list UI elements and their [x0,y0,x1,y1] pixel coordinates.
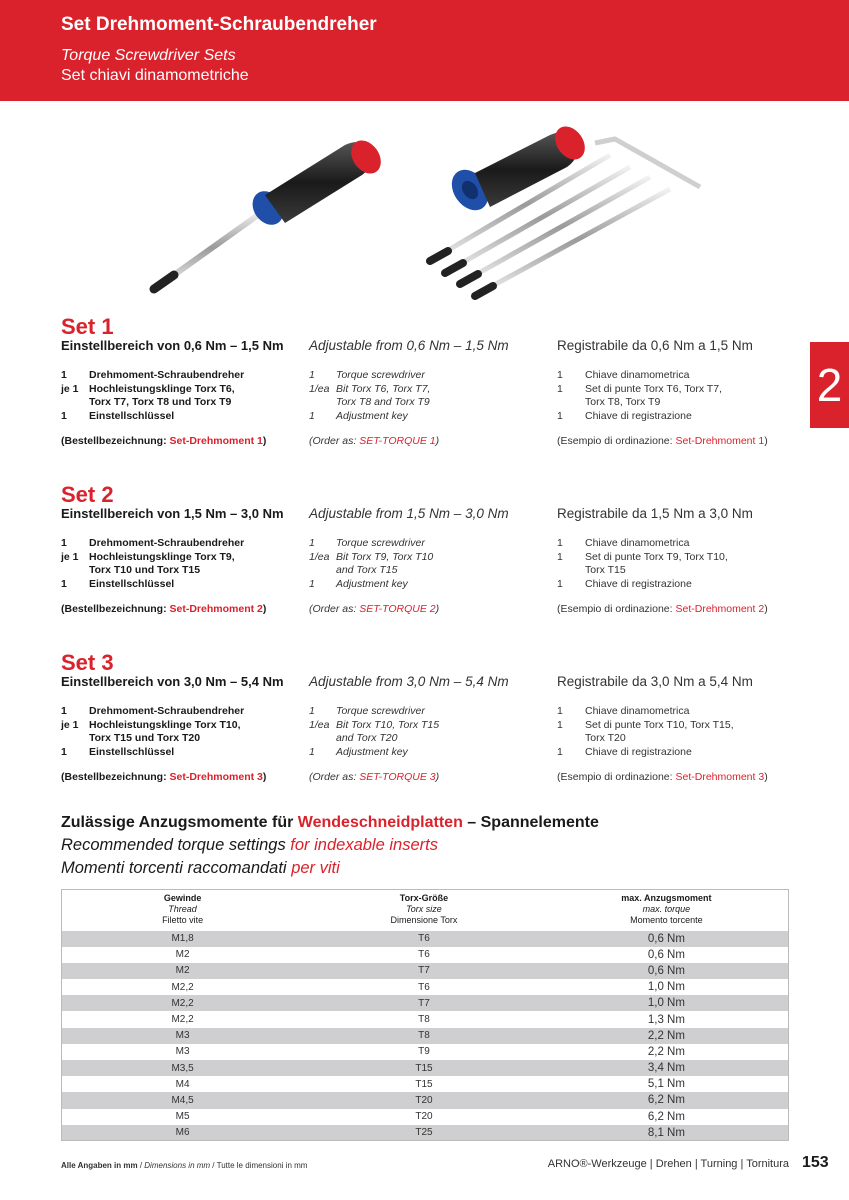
list-item: 1 Chiave di registrazione [557,577,692,590]
list-item: je 1 Hochleistungsklinge Torx T10, [61,718,241,731]
list-item: je 1 Hochleistungsklinge Torx T6, [61,382,235,395]
table-row: M3 T8 2,2 Nm [62,1028,789,1044]
items-it [557,537,728,591]
torque-section-title-en: Recommended torque settings for indexable inserts [61,836,438,854]
set-title: Set 1 [61,314,114,339]
set-block-1 [61,314,821,464]
column-header-torx-size: Torx-Größe Torx size Dimensione Torx [390,893,458,925]
list-item: 1 Chiave di registrazione [557,409,692,422]
order-code-en: (Order as: SET-TORQUE 1) [309,435,440,447]
items-de [61,537,244,591]
list-item: 1 Chiave dinamometrica [557,537,690,549]
order-code-it: (Esempio di ordinazione: Set-Drehmoment 1) [557,435,768,447]
set-title: Set 3 [61,650,114,675]
list-item: 1 Torque screwdriver [309,537,425,549]
range-en: Adjustable from 3,0 Nm – 5,4 Nm [309,674,509,689]
order-code-de: (Bestellbezeichnung: Set-Drehmoment 1) [61,435,267,447]
set-block-3 [61,650,821,800]
list-item: 1 Torque screwdriver [309,369,425,381]
table-row: M4 T15 5,1 Nm [175,1078,685,1091]
header-band [0,0,849,101]
table-row: M2,2 T6 1,0 Nm [171,981,685,994]
set-title: Set 2 [61,482,114,507]
page-subtitle-it: Set chiavi dinamometriche [61,67,249,84]
table-row: M2 T6 0,6 Nm [175,948,685,961]
range-de: Einstellbereich von 1,5 Nm – 3,0 Nm [61,506,284,521]
table-row: M2,2 T8 1,3 Nm [171,1013,685,1026]
range-de: Einstellbereich von 0,6 Nm – 1,5 Nm [61,338,284,353]
list-item-continued: Torx T15 und Torx T20 [89,732,201,745]
range-it: Registrabile da 3,0 Nm a 5,4 Nm [557,674,753,689]
list-item: 1 Chiave di registrazione [557,745,692,758]
list-item: 1 Adjustment key [309,409,408,422]
range-en: Adjustable from 1,5 Nm – 3,0 Nm [309,506,509,521]
list-item: 1 Einstellschlüssel [61,577,175,590]
list-item-continued: Torx T10 und Torx T15 [89,564,201,577]
order-code-it: (Esempio di ordinazione: Set-Drehmoment 2) [557,603,768,615]
footer-brand: ARNO®-Werkzeuge | Drehen | Turning | Tornitura [547,1158,789,1170]
torque-table [61,889,789,1141]
range-en: Adjustable from 0,6 Nm – 1,5 Nm [309,338,509,353]
list-item: 1 Adjustment key [309,745,408,758]
column-header-thread: Gewinde Thread Filetto vite [162,893,204,925]
range-de: Einstellbereich von 3,0 Nm – 5,4 Nm [61,674,284,689]
list-item: 1 Drehmoment-Schraubendreher [61,537,245,549]
list-item-continued: Torx T15 [585,564,626,577]
order-code-de: (Bestellbezeichnung: Set-Drehmoment 3) [61,771,267,783]
items-it [557,369,722,423]
order-code-en: (Order as: SET-TORQUE 2) [309,603,440,615]
column-header-max-torque: max. Anzugsmoment max. torque Momento torcente [621,893,712,925]
list-item-continued: and Torx T20 [336,732,398,745]
set-block-2 [61,482,821,632]
table-row: M2 T7 0,6 Nm [62,963,789,979]
footer-dimensions-note: Alle Angaben in mm / Dimensions in mm / Tutte le dimensioni in mm [61,1161,308,1170]
items-it [557,705,734,759]
list-item: 1 Drehmoment-Schraubendreher [61,705,245,717]
list-item: 1 Adjustment key [309,577,408,590]
range-it: Registrabile da 0,6 Nm a 1,5 Nm [557,338,753,353]
list-item: 1 Set di punte Torx T10, Torx T15, [557,718,734,731]
list-item: 1/ea Bit Torx T6, Torx T7, [309,382,431,395]
chapter-tab: 2 [810,342,849,428]
order-code-de: (Bestellbezeichnung: Set-Drehmoment 2) [61,603,267,615]
list-item: 1 Torque screwdriver [309,705,425,717]
list-item-continued: Torx T8 and Torx T9 [336,396,430,409]
list-item-continued: Torx T8, Torx T9 [585,396,661,409]
page-title: Set Drehmoment-Schraubendreher [61,14,377,35]
table-row: M5 T20 6,2 Nm [175,1110,685,1123]
list-item: 1 Chiave dinamometrica [557,369,690,381]
product-photo [140,115,760,305]
items-de [61,369,244,423]
list-item: je 1 Hochleistungsklinge Torx T9, [61,550,235,563]
list-item: 1 Drehmoment-Schraubendreher [61,369,245,381]
list-item: 1 Set di punte Torx T6, Torx T7, [557,382,722,395]
table-header-row [62,890,789,931]
list-item-continued: Torx T20 [585,732,626,745]
items-en [309,369,430,423]
list-item: 1 Einstellschlüssel [61,409,175,422]
items-en [309,705,439,759]
items-en [309,537,433,591]
items-de [61,705,244,759]
page-subtitle-en: Torque Screwdriver Sets [61,47,236,64]
list-item: 1 Set di punte Torx T9, Torx T10, [557,550,728,563]
table-row: M3,5 T15 3,4 Nm [62,1060,789,1076]
order-code-en: (Order as: SET-TORQUE 3) [309,771,440,783]
list-item: 1 Einstellschlüssel [61,745,175,758]
list-item: 1 Chiave dinamometrica [557,705,690,717]
torque-section-title-it: Momenti torcenti raccomandati per viti [61,859,340,877]
list-item: 1/ea Bit Torx T9, Torx T10 [309,550,434,563]
list-item-continued: and Torx T15 [336,564,398,577]
order-code-it: (Esempio di ordinazione: Set-Drehmoment 3) [557,771,768,783]
screwdriver-left [154,135,387,289]
list-item: 1/ea Bit Torx T10, Torx T15 [309,718,440,731]
table-row: M6 T25 8,1 Nm [62,1125,789,1141]
table-row: M1,8 T6 0,6 Nm [62,931,789,947]
table-row: M4,5 T20 6,2 Nm [62,1092,789,1108]
table-row: M2,2 T7 1,0 Nm [62,995,789,1011]
torque-section-title: Zulässige Anzugsmomente für Wendeschneidplatten – Spannelemente [61,814,599,831]
page-number: 153 [802,1154,829,1171]
list-item-continued: Torx T7, Torx T8 und Torx T9 [89,396,232,409]
range-it: Registrabile da 1,5 Nm a 3,0 Nm [557,506,753,521]
table-row: M3 T9 2,2 Nm [175,1045,685,1058]
